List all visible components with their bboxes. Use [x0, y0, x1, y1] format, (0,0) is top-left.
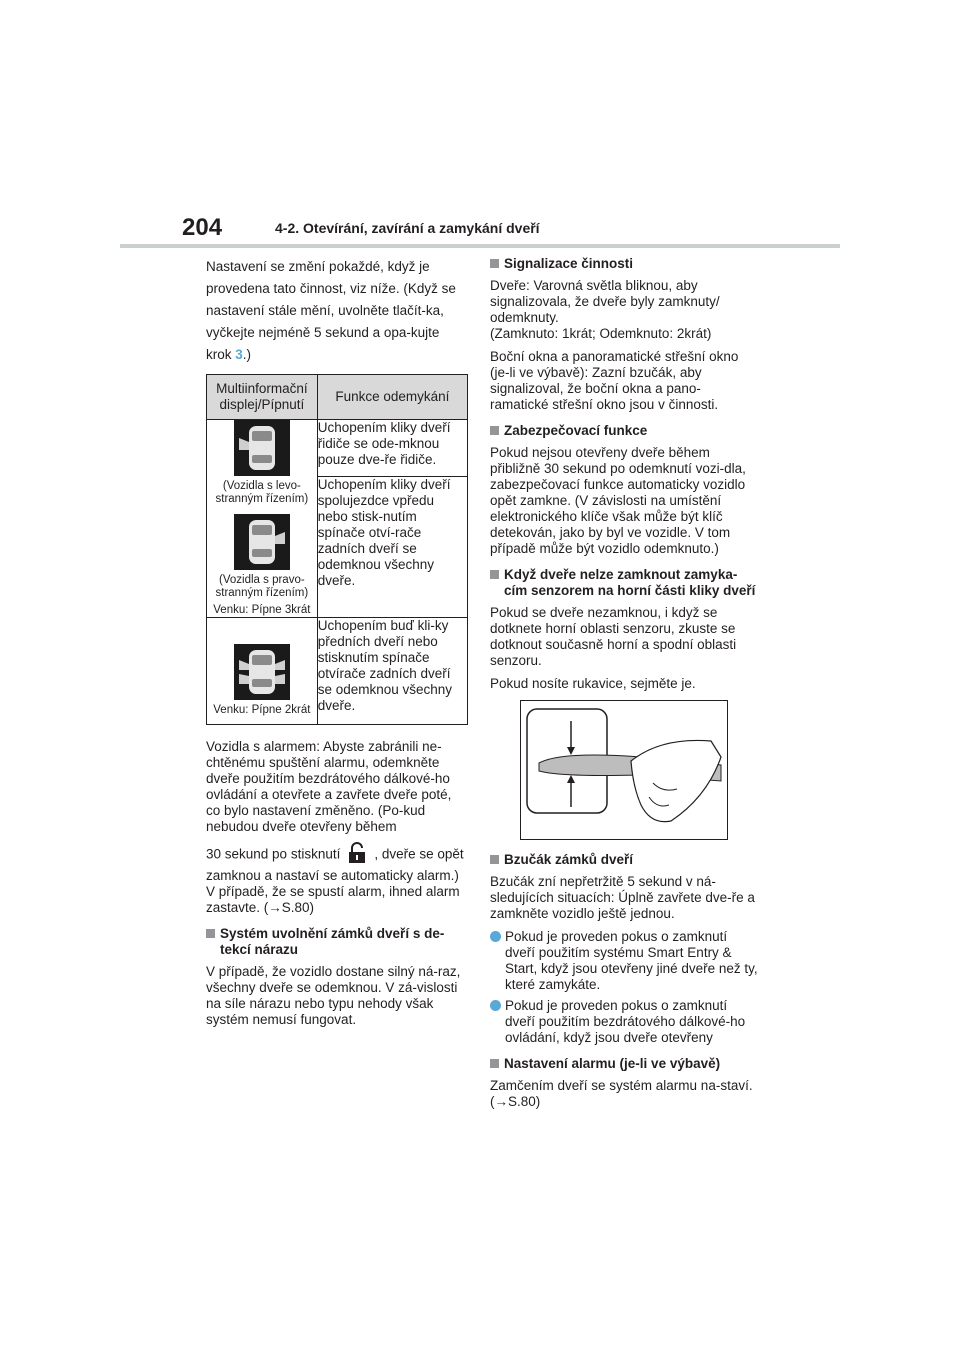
alarm-text: Zamčením dveří se systém alarmu na-staví. (→S.80) [490, 1078, 753, 1109]
alarm-note-2: 30 sekund po stisknutí , dveře se opět zamknou a nastaví se automaticky alarm.) V případě, že se spustí alarm, ihned alarm zastavte. (→S.80) [206, 842, 468, 916]
table-cell-icons-row1 [207, 420, 318, 618]
signal-text-3: Boční okna a panoramatické střešní okno (je-li ve výbavě): Zazní bzučák, aby signalizoval, že boční okna a pano-ramatické střešní okno jsou v činnosti. [490, 349, 739, 412]
door-handle-sensor-illustration [520, 700, 728, 840]
security-heading: Zabezpečovací funkce [490, 423, 758, 439]
round-bullet-icon [490, 931, 501, 942]
alarm-heading: Nastavení alarmu (je-li ve výbavě) [490, 1056, 758, 1072]
square-bullet-icon [206, 929, 215, 938]
square-bullet-icon [490, 570, 499, 579]
car-all-doors-icon [234, 644, 290, 700]
buzzer-bullet-2: Pokud je proveden pokus o zamknutí dveří použitím bezdrátového dálkové-ho ovládání, když jsou dveře otevřeny [490, 998, 758, 1046]
impact-text: V případě, že vozidlo dostane silný ná-raz, všechny dveře se odemknou. V zá-vislosti na síle nárazu nebo typu nehody však systém nemusí fungovat. [206, 964, 461, 1027]
section-title: 4-2. Otevírání, zavírání a zamykání dveří [275, 220, 540, 236]
buzzer-bullet-1: Pokud je proveden pokus o zamknutí dveří použitím systému Smart Entry & Start, když jsou otevřeny jiné dveře než ty, které zamykáte. [490, 929, 758, 993]
alarm-note: Vozidla s alarmem: Abyste zabránili ne-chtěnému spuštění alarmu, odemkněte dveře použitím bezdrátového dálkové-ho ovládání a otevřete a zavřete dveře poté, co bylo nastavení změněno. (Po-kud nebudou dveře otevřeny během [206, 739, 452, 834]
car-right-door-icon [234, 514, 290, 570]
table-header-display: Multiinformační displej/Pípnutí [207, 375, 318, 420]
step-number: 3 [235, 347, 243, 362]
security-text: Pokud nejsou otevřeny dveře během přibližně 30 sekund po odemknutí vozi-dla, zabezpečovací funkce automaticky vozidlo opět zamkne. (V závislosti na umístění elektronického klíče však může být klíč detekován, jako by byl ve vozidle. V tom případě může být vozidlo odemknuto.) [490, 445, 746, 556]
table-cell-icons-row2 [207, 618, 318, 725]
square-bullet-icon [490, 1059, 499, 1068]
square-bullet-icon [490, 855, 499, 864]
right-column [490, 256, 758, 1117]
left-column [206, 256, 468, 1035]
square-bullet-icon [490, 426, 499, 435]
beep-2-times: Venku: Pípne 2krát [213, 704, 311, 716]
signal-text-1: Dveře: Varovná světla bliknou, aby signalizovala, že dveře byly zamknuty/ odemknuty. (Zamknuto: 1krát; Odemknuto: 2krát) [490, 278, 720, 341]
page-number: 204 [182, 214, 223, 241]
table-header-function: Funkce odemykání [317, 375, 467, 420]
unlock-function-table [206, 374, 468, 725]
function-driver-door: Uchopením kliky dveří řidiče se ode-mknou pouze dve-ře řidiče. [317, 420, 467, 477]
function-all-doors: Uchopením buď kli-ky předních dveří nebo stisknutím spínače otvírače zadních dveří se odemknou všechny dveře. [317, 618, 467, 725]
caption-left-hand-drive: (Vozidla s levo-stranným řízením) [215, 480, 309, 505]
buzzer-heading: Bzučák zámků dveří [490, 852, 758, 868]
beep-3-times: Venku: Pípne 3krát [213, 604, 311, 616]
function-passenger-door: Uchopením kliky dveří spolujezdce vpředu nebo stisk-nutím spínače otví-rače zadních dveří se odemknou všechny dveře. [317, 477, 467, 618]
header-rule [120, 244, 840, 248]
unlock-button-icon [346, 842, 368, 868]
signal-heading: Signalizace činnosti [490, 256, 758, 272]
intro-paragraph: Nastavení se změní pokaždé, když je provedena tato činnost, viz níže. (Když se nastavení stále mění, uvolněte tlačít-ka, vyčkejte nejméně 5 sekund a opa-kujte krok 3.) [206, 259, 456, 362]
impact-heading: Systém uvolnění zámků dveří s de-tekcí nárazu [206, 926, 468, 958]
cannot-lock-text-1: Pokud se dveře nezamknou, i když se dotknete horní oblasti senzoru, zkuste se dotknout současně horní a spodní oblasti senzoru. [490, 605, 737, 668]
alarm-note-3: V případě, že se spustí alarm, ihned alarm zastavte. (→S.80) [206, 884, 460, 915]
buzzer-text: Bzučák zní nepřetržitě 5 sekund v ná-sledujících situacích: Úplně zavřete dve-ře a zamkněte vozidlo ještě jednou. [490, 874, 755, 921]
car-driver-door-icon [234, 420, 290, 476]
cannot-lock-text-2: Pokud nosíte rukavice, sejměte je. [490, 676, 696, 691]
square-bullet-icon [490, 259, 499, 268]
cannot-lock-heading: Když dveře nelze zamknout zamyka-cím senzorem na horní části kliky dveří [490, 567, 758, 599]
round-bullet-icon [490, 1000, 501, 1011]
caption-right-hand-drive: (Vozidla s pravo-stranným řízením) [215, 574, 309, 599]
